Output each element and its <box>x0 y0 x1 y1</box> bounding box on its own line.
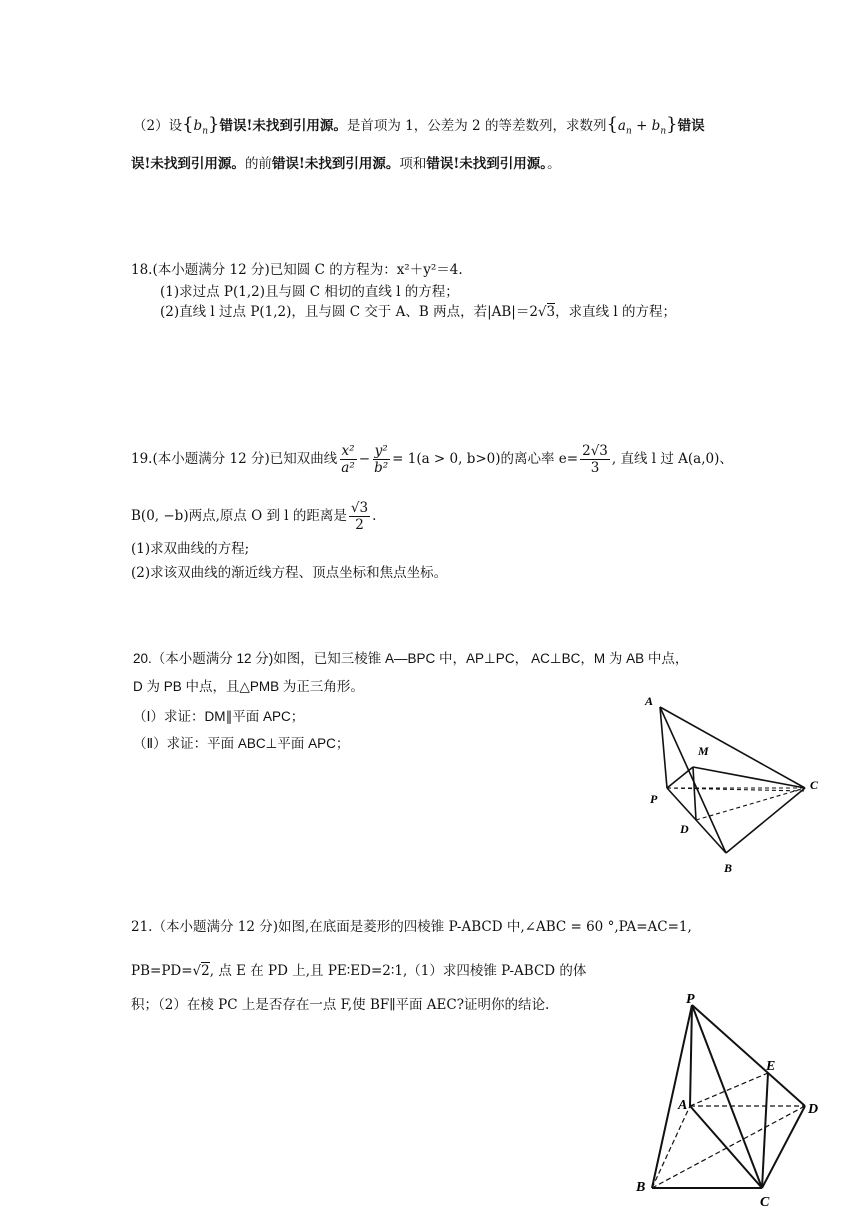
p21-line2 <box>131 962 586 980</box>
edge-pd <box>692 1005 805 1106</box>
p17-mid: 是首项为 1，公差为 2 的等差数列，求数列 <box>346 118 607 134</box>
p18-q1: (1)求过点 P(1,2)且与圆 C 相切的直线 l 的方程； <box>160 284 459 300</box>
p17-line1: （2）设$\{b_n\}$错误!未找到引用源。是首项为 1，公差为 2 的等差数列，求数列$\{a_n + b_n\}$错误 <box>133 114 705 137</box>
label-m: M <box>698 744 709 758</box>
p18-number: 18. <box>131 262 153 278</box>
p19-line2-b: . <box>372 508 377 524</box>
p19-q1: (1)求双曲线的方程; <box>131 541 250 557</box>
p18-radicand: 3 <box>546 304 556 320</box>
p19-stem-a: 已知双曲线 <box>269 451 338 467</box>
ref-error-4: 错误!未找到引用源。 <box>426 156 548 172</box>
label-e: E <box>766 1059 776 1074</box>
frac-a2: a² <box>341 460 355 476</box>
edge-ac <box>690 1106 762 1188</box>
edge-bc <box>726 788 805 853</box>
label-b: B <box>724 861 733 875</box>
p19-q2: (2)求该双曲线的渐近线方程、顶点坐标和焦点坐标。 <box>131 565 448 581</box>
p17-line2 <box>131 155 561 173</box>
p20-line2: D 为 PB 中点，且△PMB 为正三角形。 <box>133 679 364 694</box>
edge-dc <box>696 788 805 820</box>
p18-q2-a: (2)直线 l 过点 P(1,2)，且与圆 C 交于 A、B 两点，若|AB|＝2 <box>160 304 538 320</box>
label-p: P <box>650 792 658 806</box>
ref-error-3: 错误!未找到引用源。 <box>271 156 400 172</box>
p17-text-a: 的前 <box>244 156 272 172</box>
p19-line2 <box>131 497 376 535</box>
frac-d-num: √3 <box>350 500 369 516</box>
edge-pb <box>667 788 726 853</box>
label-b: B <box>636 1180 646 1195</box>
label-a: A <box>678 1098 688 1113</box>
ref-error-1: 错误!未找到引用源。 <box>219 118 347 134</box>
p21-line1: 21.（本小题满分 12 分)如图,在底面是菱形的四棱锥 P-ABCD 中,∠ABC = 60 °,PA=AC=1, <box>131 919 692 935</box>
frac-y2-b2 <box>372 443 390 476</box>
edge-bd <box>652 1106 805 1188</box>
edge-pa <box>690 1005 692 1106</box>
minus-sign: − <box>358 451 371 467</box>
p21-line2-a: PB=PD= <box>131 963 193 979</box>
ref-error-2b: 误!未找到引用源。 <box>131 156 245 172</box>
p19-cond: = 1(a > 0, b>0)的离心率 e= <box>392 451 579 467</box>
p19-score: (本小题满分 12 分) <box>152 451 270 467</box>
seq-a: a <box>617 118 626 134</box>
p20-q1: （Ⅰ）求证：DM∥平面 APC； <box>133 709 305 724</box>
edge-md <box>693 767 696 820</box>
p19-number: 19. <box>131 451 153 467</box>
p17-prefix: （2）设 <box>133 118 183 134</box>
label-d: D <box>680 822 689 836</box>
p21-line2-b: , 点 E 在 PD 上,且 PE∶ED=2∶1,（1）求四棱锥 P-ABCD 的体 <box>209 963 587 979</box>
frac-e-num: 2√3 <box>582 443 608 459</box>
frac-b2: b² <box>374 460 389 476</box>
edge-ba <box>652 1106 690 1188</box>
p20-line1: 20.（本小题满分 12 分)如图，已知三棱锥 A—BPC 中，AP⊥PC， AC⊥BC，M 为 AB 中点， <box>133 651 689 666</box>
frac-e-den: 3 <box>590 460 600 476</box>
p19-line2-a: B(0, −b)两点,原点 O 到 l 的距离是 <box>131 508 347 524</box>
edge-cd <box>762 1106 805 1188</box>
sqrt-symbol-2: √ <box>192 963 202 979</box>
p19-stem-b: , 直线 l 过 A(a,0)、 <box>611 451 733 467</box>
p18-stem <box>131 261 463 279</box>
edge-pb <box>652 1005 692 1188</box>
plus-sign: + <box>636 118 648 134</box>
p17-text-c: 。 <box>547 156 561 172</box>
p17-text-b: 项和 <box>399 156 427 172</box>
p20-figure <box>630 685 830 880</box>
seq-b: b <box>193 118 203 134</box>
ref-error-2a: 错误 <box>677 118 705 134</box>
p21-line3: 积；（2）在棱 PC 上是否存在一点 F,使 BF∥平面 AEC?证明你的结论. <box>131 997 550 1013</box>
p18-score: (本小题满分 12 分) <box>152 262 270 278</box>
frac-distance <box>349 500 370 533</box>
edge-mc <box>693 767 805 788</box>
frac-x2: x² <box>341 443 355 459</box>
p21-figure <box>630 988 830 1210</box>
frac-y2: y² <box>374 443 388 459</box>
frac-eccentricity <box>580 443 610 476</box>
edge-pc2 <box>667 788 805 791</box>
label-c: C <box>760 1195 770 1210</box>
label-d: D <box>808 1102 819 1117</box>
edge-pm <box>667 767 693 788</box>
edge-ec <box>762 1073 768 1188</box>
frac-x2-a2 <box>339 443 356 476</box>
p20-q2: （Ⅱ）求证：平面 ABC⊥平面 APC； <box>133 736 350 751</box>
seq-b2: b <box>651 118 661 134</box>
sqrt-symbol: √ <box>537 304 547 320</box>
frac-d-den: 2 <box>355 517 364 533</box>
label-a: A <box>645 694 654 708</box>
p18-q2-b: ，求直线 l 的方程； <box>555 304 677 320</box>
label-c: C <box>810 778 819 792</box>
p18-q2 <box>160 303 676 321</box>
p19-stem <box>131 440 733 478</box>
p18-stem-text: 已知圆 C 的方程为：x²＋y²＝4. <box>269 262 463 278</box>
p21-radicand: 2 <box>201 963 210 979</box>
label-p: P <box>686 992 695 1007</box>
